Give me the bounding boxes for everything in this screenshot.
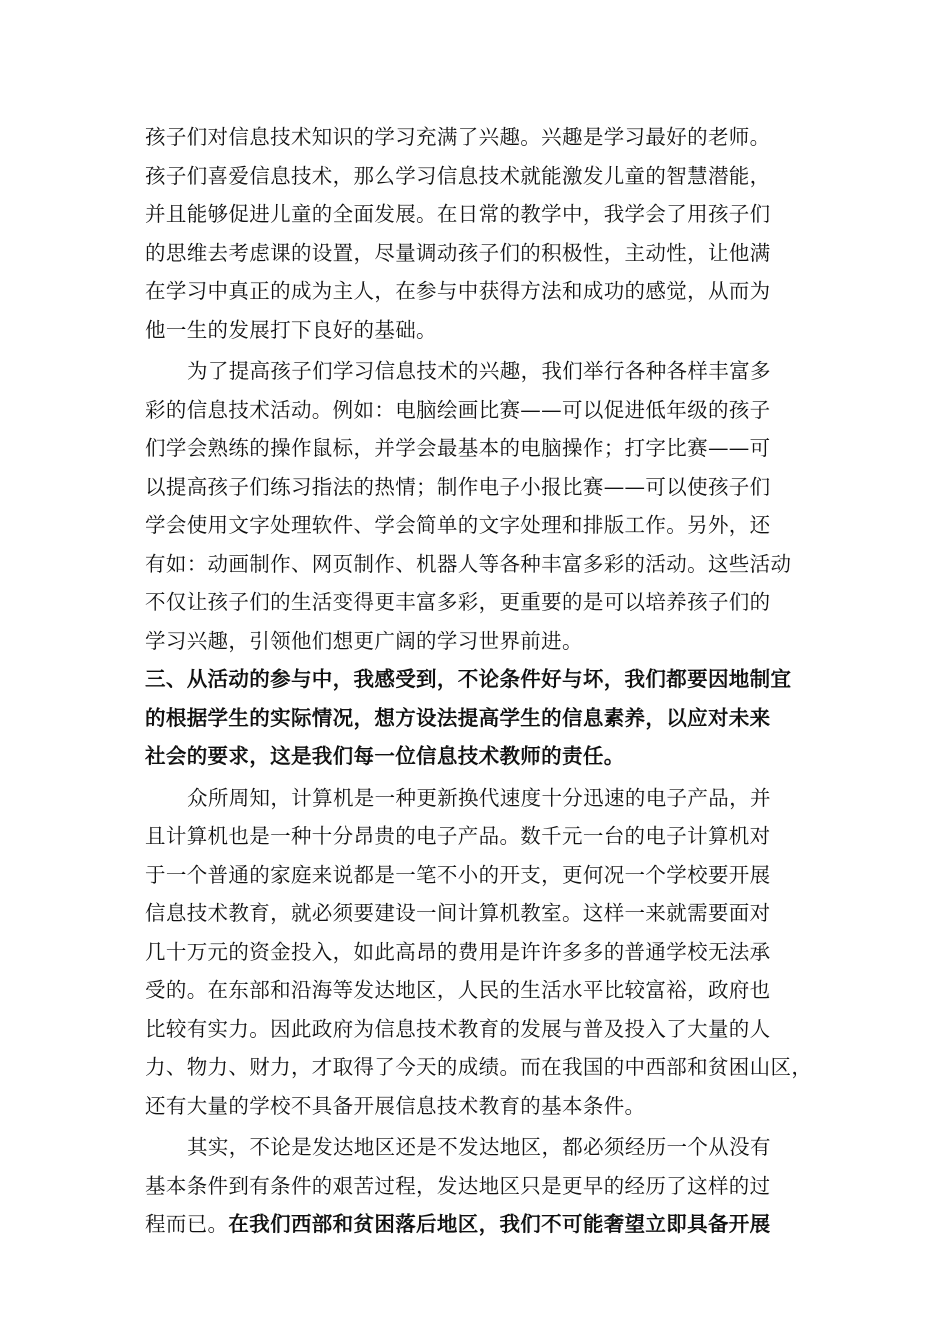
text-line: 孩子们对信息技术知识的学习充满了兴趣。兴趣是学习最好的老师。 xyxy=(145,125,771,149)
document-body xyxy=(145,118,813,1244)
section-heading-3 xyxy=(145,660,810,776)
text-line-mixed xyxy=(145,1205,810,1244)
text-line: 且计算机也是一种十分昂贵的电子产品。数千元一台的电子计算机对 xyxy=(145,824,771,848)
text-line: 其实，不论是发达地区还是不发达地区，都必须经历一个从没有 xyxy=(187,1135,771,1159)
text-line: 众所周知，计算机是一种更新换代速度十分迅速的电子产品，并 xyxy=(187,785,771,810)
text-line: 基本条件到有条件的艰苦过程，发达地区只是更早的经历了这样的过 xyxy=(145,1173,771,1198)
text-line: 力、物力、财力，才取得了今天的成绩。而在我国的中西部和贫困山区， xyxy=(145,1055,813,1079)
text-run: 程而已。 xyxy=(145,1212,229,1236)
text-line: 的思维去考虑课的设置，尽量调动孩子们的积极性，主动性，让他满 xyxy=(145,240,771,265)
paragraph-5 xyxy=(145,1128,810,1244)
text-line: 并且能够促进儿童的全面发展。在日常的教学中，我学会了用孩子们 xyxy=(145,202,771,226)
text-line: 们学会熟练的操作鼠标，并学会最基本的电脑操作；打字比赛——可 xyxy=(145,436,771,460)
text-line: 在学习中真正的成为主人，在参与中获得方法和成功的感觉，从而为 xyxy=(145,279,771,303)
text-line: 学习兴趣，引领他们想更广阔的学习世界前进。 xyxy=(145,628,583,653)
text-line: 还有大量的学校不具备开展信息技术教育的基本条件。 xyxy=(145,1093,646,1118)
text-line: 比较有实力。因此政府为信息技术教育的发展与普及投入了大量的人 xyxy=(145,1016,771,1041)
paragraph-1 xyxy=(145,118,810,349)
text-line: 彩的信息技术活动。例如：电脑绘画比赛——可以促进低年级的孩子 xyxy=(145,397,771,422)
text-line: 信息技术教育，就必须要建设一间计算机教室。这样一来就需要面对 xyxy=(145,901,771,925)
text-line: 有如：动画制作、网页制作、机器人等各种丰富多彩的活动。这些活动 xyxy=(145,551,792,576)
text-line: 不仅让孩子们的生活变得更丰富多彩，更重要的是可以培养孩子们的 xyxy=(145,590,771,614)
text-line: 他一生的发展打下良好的基础。 xyxy=(145,317,437,342)
paragraph-2 xyxy=(145,352,810,660)
text-line: 几十万元的资金投入，如此高昂的费用是许许多多的普通学校无法承 xyxy=(145,939,771,964)
text-line: 孩子们喜爱信息技术，那么学习信息技术就能激发儿童的智慧潜能， xyxy=(145,163,771,188)
text-line: 于一个普通的家庭来说都是一笔不小的开支，更何况一个学校要开展 xyxy=(145,862,771,887)
heading-line: 社会的要求，这是我们每一位信息技术教师的责任。 xyxy=(145,744,625,768)
text-line: 为了提高孩子们学习信息技术的兴趣，我们举行各种各样丰富多 xyxy=(187,359,771,383)
text-line: 学会使用文字处理软件、学会简单的文字处理和排版工作。另外，还 xyxy=(145,513,771,537)
bold-text-run: 在我们西部和贫困落后地区，我们不可能奢望立即具备开展 xyxy=(228,1212,771,1236)
paragraph-4 xyxy=(145,779,813,1126)
text-line: 受的。在东部和沿海等发达地区，人民的生活水平比较富裕，政府也 xyxy=(145,978,771,1002)
heading-line: 三、从活动的参与中，我感受到，不论条件好与坏，我们都要因地制宜 xyxy=(145,667,792,691)
heading-line: 的根据学生的实际情况，想方设法提高学生的信息素养，以应对未来 xyxy=(145,705,771,730)
text-line: 以提高孩子们练习指法的热情；制作电子小报比赛——可以使孩子们 xyxy=(145,474,771,499)
